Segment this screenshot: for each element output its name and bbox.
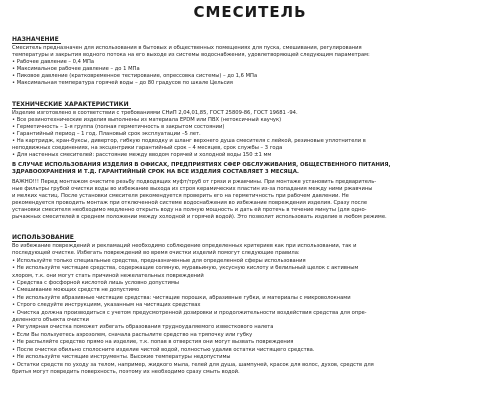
purpose-line: • Максимальное рабочее давление – до 1 МПа [12,66,140,72]
specs-line: • На картридж, кран-буксы, дивертор, гибкую подводку и шланг верхнего душа смесителя с лейкой, резиновые уплотнители в [12,138,366,144]
specs-line: неподвижных соединениях, на эксцентрики гарантийный срок – 4 месяцев, срок службы – 3 года [12,145,283,151]
usage-line: последующей очистке. Избегать повреждений во время очистки изделий помогут следующие правила: [12,250,300,257]
specs-line: • Все резинотехнические изделия выполнены из материала EPDM или ПВХ (нетоксичный каучук) [12,117,282,123]
usage-line: • Регулярная очистка поможет избегать образования трудноудаляемого известкового налета [12,324,274,331]
purpose-line: • Максимальная температура горячей воды – до 80 градусов по шкале Цельсия [12,80,233,86]
usage-line: хлором, т.к. они могут стать причиной нежелательных повреждений [12,272,204,279]
usage-line: • Не распыляйте средство прямо на изделие, т.к. попав в отверстия они могут вызвать повреждения [12,339,294,346]
usage-line: • Остатки средств по уходу за телом, например, жидкого мыла, гелей для душа, шампуней, красок для волос, духов, средств для [12,361,374,368]
purpose-line: • Рабочее давление – 0,4 МПа [12,59,95,65]
specs-line: • Гарантийный период – 1 год. Плановый срок эксплуатации –5 лет. [12,131,201,137]
notice-line: ЗДРАВООХРАНЕНИЯ И Т.Д. ГАРАНТИЙНЫЙ СРОК НА ВСЕ ИЗДЕЛИЯ СОСТАВЛЯЕТ 3 МЕСЯЦА. [12,169,299,175]
warning-line: рычажных смесителей в среднем положении между холодной и горячей водой). Это позволит использовать изделие в любом режиме. [12,214,387,220]
usage-line: • Не используйте чистящие средства, содержащие соляную, муравьиную, уксусную кислоту и белильный щелок с активным [12,265,359,272]
notice-line: В СЛУЧАЕ ИСПОЛЬЗОВАНИЯ ИЗДЕЛИЯ В ОФИСАХ, ПРЕДПРИЯТИЯХ СФЕР ОБСЛУЖИВАНИЯ, ОБЩЕСТВЕННОГО ПИТАНИЯ, [12,162,391,168]
document-title: СМЕСИТЕЛЬ [193,3,307,21]
warning-line: и мелких частиц. После установки смесителя рекомендуется проверить его на герметичность при рабочем давлении. Не [12,193,349,199]
usage-heading: ИСПОЛЬЗОВАНИЕ [12,234,74,241]
usage-line: Во избежание повреждений и рекламаций необходимо соблюдение определенных критериев как при использовании, так и [12,243,357,249]
usage-line: • Строго следуйте инструкциям, указанным на чистящих средствах [12,302,201,309]
usage-line: • Средства с фосфорной кислотой лишь условно допустимы [12,280,179,287]
purpose-section [12,26,488,87]
purpose-heading: НАЗНАЧЕНИЕ [12,36,59,43]
usage-line: • Смешивание моющих средств не допустимо [12,287,140,294]
usage-line: • Очистка должна производиться с учетом предусмотренной дозировки и продолжительности воздействия средства для опре- [12,309,367,316]
usage-line: • После очистки обильно сполосните изделие чистой водой, полностью удалив остатки чистящего средства. [12,346,315,353]
warning-line: ВАЖНО!!! Перед монтажом очистите резьбу подводящих муфт/труб от грязи и ржавчины. При монтаже установить предваритель- [12,179,377,185]
important-warning [12,179,488,221]
usage-line: • Не используйте абразивные чистящие средства: чистящие порошки, абразивные губки, и материалы с микроволокнами [12,294,351,301]
usage-line: • Если Вы пользуетесь аэрозолем, сначала распылите средство на тряпочку или губку [12,331,253,338]
warning-line: ные фильтры грубой очистки воды во избежание выхода из строя керамических пластин из-за попадания между ними ржавчины [12,186,373,192]
specs-line: Изделие изготовлено в соответствии с требованиями СНиП 2,04,01,85, ГОСТ 25809-86, ГОСТ 19681 -94. [12,110,298,116]
warranty-notice [12,162,488,176]
usage-line: деленного объекта очистки [12,317,89,324]
specs-line: • Для настенных смесителей: расстояние между вводом горячей и холодной воды 150 ±1 мм [12,152,272,158]
warning-line: установки смесителя необходимо медленно открыть воду на полную мощность и дать ей протечь в течение минуты (для одно- [12,207,367,213]
specs-heading: ТЕХНИЧЕСКИЕ ХАРАКТЕРИСТИКИ [12,101,129,108]
usage-section [12,224,488,376]
warning-line: рекомендуется проводить монтаж при отключенной системе водоснабжения во избежание повреждения изделия. Сразу после [12,200,368,206]
purpose-line: • Пиковое давление (кратковременное тестирование, опрессовка системы) – до 1,6 МПа [12,73,258,79]
usage-line: • Используйте только специальные средства, предназначенные для определенной сферы использования [12,257,306,264]
specs-line: • Герметичность – 1-я группа (полная герметичность в закрытом состоянии) [12,124,225,130]
usage-line: бритья могут повредить поверхность, поэтому их необходимо сразу смыть водой. [12,368,240,375]
purpose-line: температуры и закрытия водного потока на его выходе из системы водоснабжения, удовлетворяющей следующим параметрам: [12,52,370,58]
specs-section [12,91,488,159]
usage-line: • Не используйте чистящие инструменты. Высокие температуры недопустимы [12,354,231,361]
purpose-line: Смеситель предназначен для использования в бытовых и общественных помещениях для пуска, смешивания, регулирования [12,45,362,51]
